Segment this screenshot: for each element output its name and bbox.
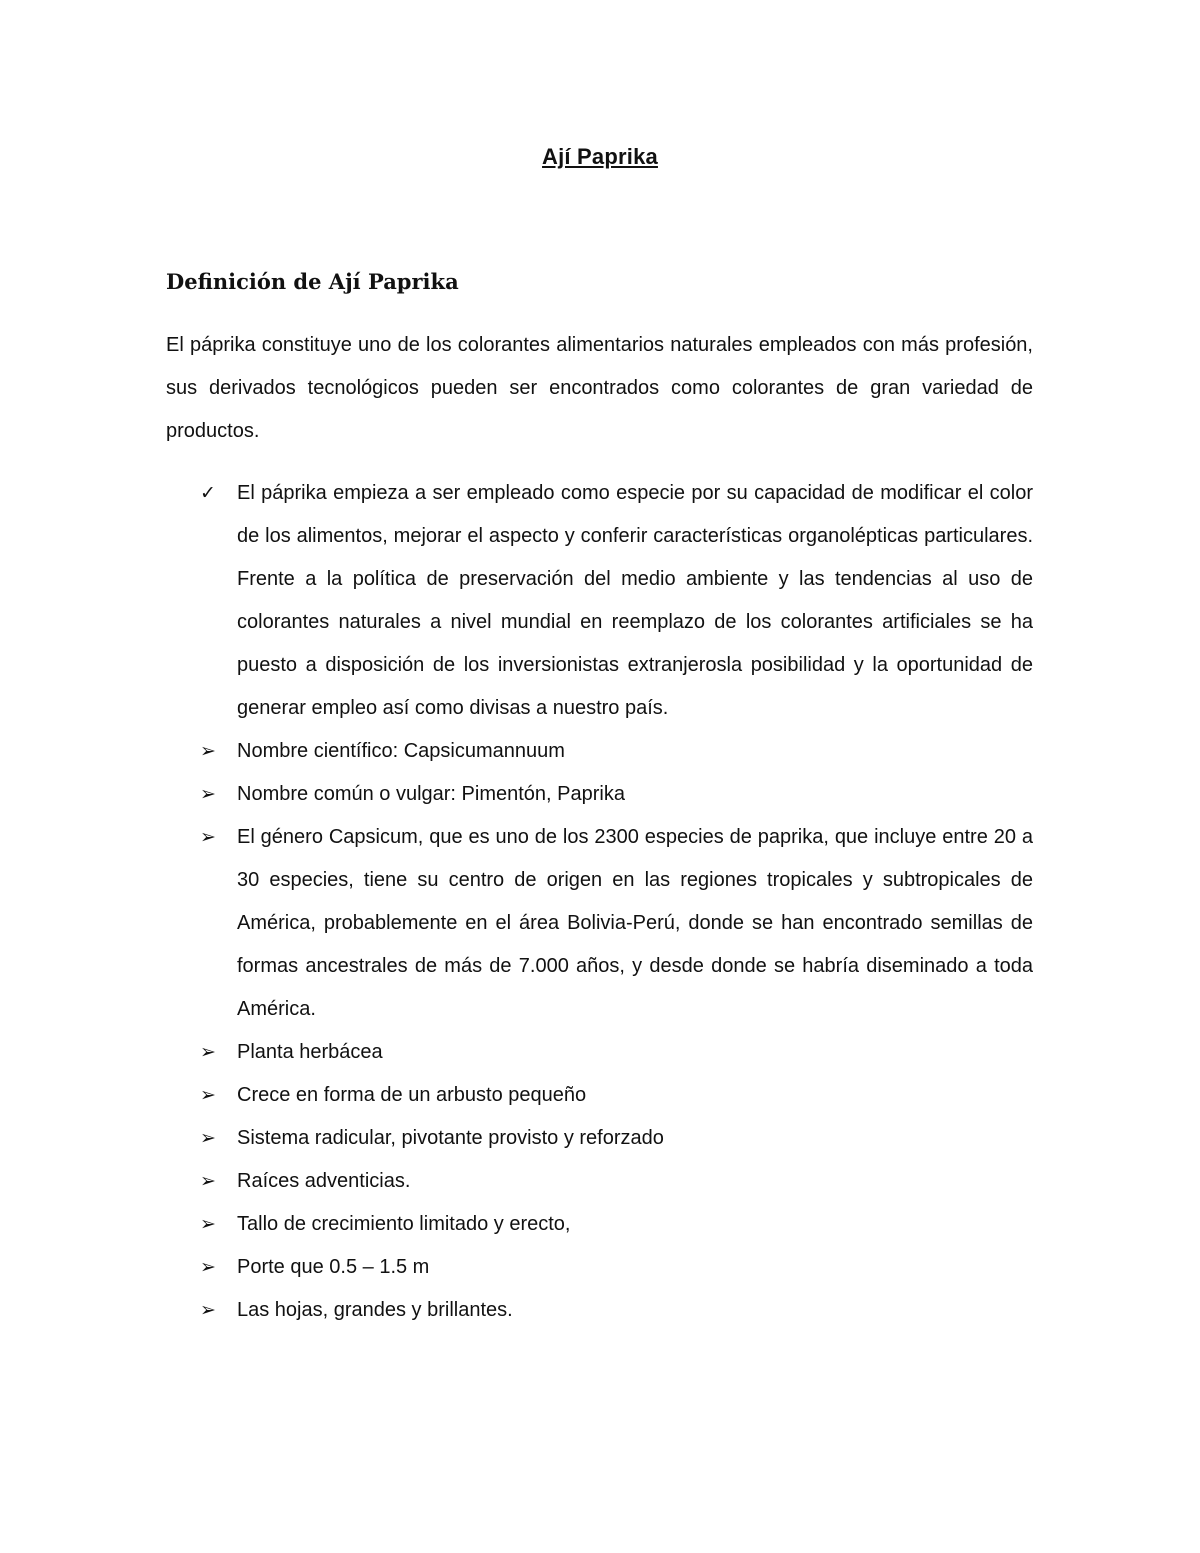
check-icon: ✓ xyxy=(200,482,216,504)
list-item-text: Las hojas, grandes y brillantes. xyxy=(237,1299,513,1321)
list-item xyxy=(166,1160,1033,1203)
arrow-bullet-icon: ➢ xyxy=(200,1041,216,1063)
arrow-bullet-icon: ➢ xyxy=(200,1127,216,1149)
arrow-bullet-icon: ➢ xyxy=(200,783,216,805)
intro-paragraph: El páprika constituye uno de los colorantes alimentarios naturales empleados con más profesión, sus derivados tecnológicos pueden ser encontrados como colorantes de gran variedad de productos. xyxy=(166,334,1033,442)
list-item-text: El páprika empieza a ser empleado como especie por su capacidad de modificar el color de los alimentos, mejorar el aspecto y conferir características organolépticas particulares. Frente a la política de preservación del medio ambiente y las tendencias al uso de colorantes naturales a nivel mundial en reemplazo de los colorantes artificiales se ha puesto a disposición de los inversionistas extranjerosla posibilidad y la oportunidad de generar empleo así como divisas a nuestro país. xyxy=(237,482,1033,719)
arrow-bullet-icon: ➢ xyxy=(200,1084,216,1106)
list-item xyxy=(166,1203,1033,1246)
arrow-bullet-icon: ➢ xyxy=(200,1213,216,1235)
document-title: Ají Paprika xyxy=(542,144,658,169)
list-item-text: Crece en forma de un arbusto pequeño xyxy=(237,1084,587,1106)
list-item xyxy=(166,1117,1033,1160)
arrow-bullet-icon: ➢ xyxy=(200,1256,216,1278)
list-item xyxy=(166,1246,1033,1289)
list-item xyxy=(166,1289,1033,1332)
arrow-bullet-icon: ➢ xyxy=(200,1170,216,1192)
list-item xyxy=(166,773,1033,816)
arrow-bullet-icon: ➢ xyxy=(200,1299,216,1321)
arrow-bullet-icon: ➢ xyxy=(200,826,216,848)
list-item-text: Planta herbácea xyxy=(237,1041,383,1063)
list-item xyxy=(166,730,1033,773)
list-item-text: Nombre científico: Capsicumannuum xyxy=(237,740,565,762)
section-heading: Definición de Ají Paprika xyxy=(166,269,459,294)
list-item-text: El género Capsicum, que es uno de los 2300 especies de paprika, que incluye entre 20 a 30 especies, tiene su centro de origen en las regiones tropicales y subtropicales de América, probablemente en el área Bolivia-Perú, donde se han encontrado semillas de formas ancestrales de más de 7.000 años, y desde donde se habría diseminado a toda América. xyxy=(237,826,1033,1020)
list-item xyxy=(166,1074,1033,1117)
list-item xyxy=(166,1031,1033,1074)
list-item-text: Tallo de crecimiento limitado y erecto, xyxy=(237,1213,571,1235)
list-item xyxy=(166,816,1033,1031)
list-item-text: Raíces adventicias. xyxy=(237,1170,411,1192)
list-item-text: Nombre común o vulgar: Pimentón, Paprika xyxy=(237,783,625,805)
arrow-bullet-icon: ➢ xyxy=(200,740,216,762)
bullet-list xyxy=(166,472,1033,1332)
list-item-text: Porte que 0.5 – 1.5 m xyxy=(237,1256,430,1278)
list-item-text: Sistema radicular, pivotante provisto y reforzado xyxy=(237,1127,664,1149)
list-item xyxy=(166,472,1033,730)
